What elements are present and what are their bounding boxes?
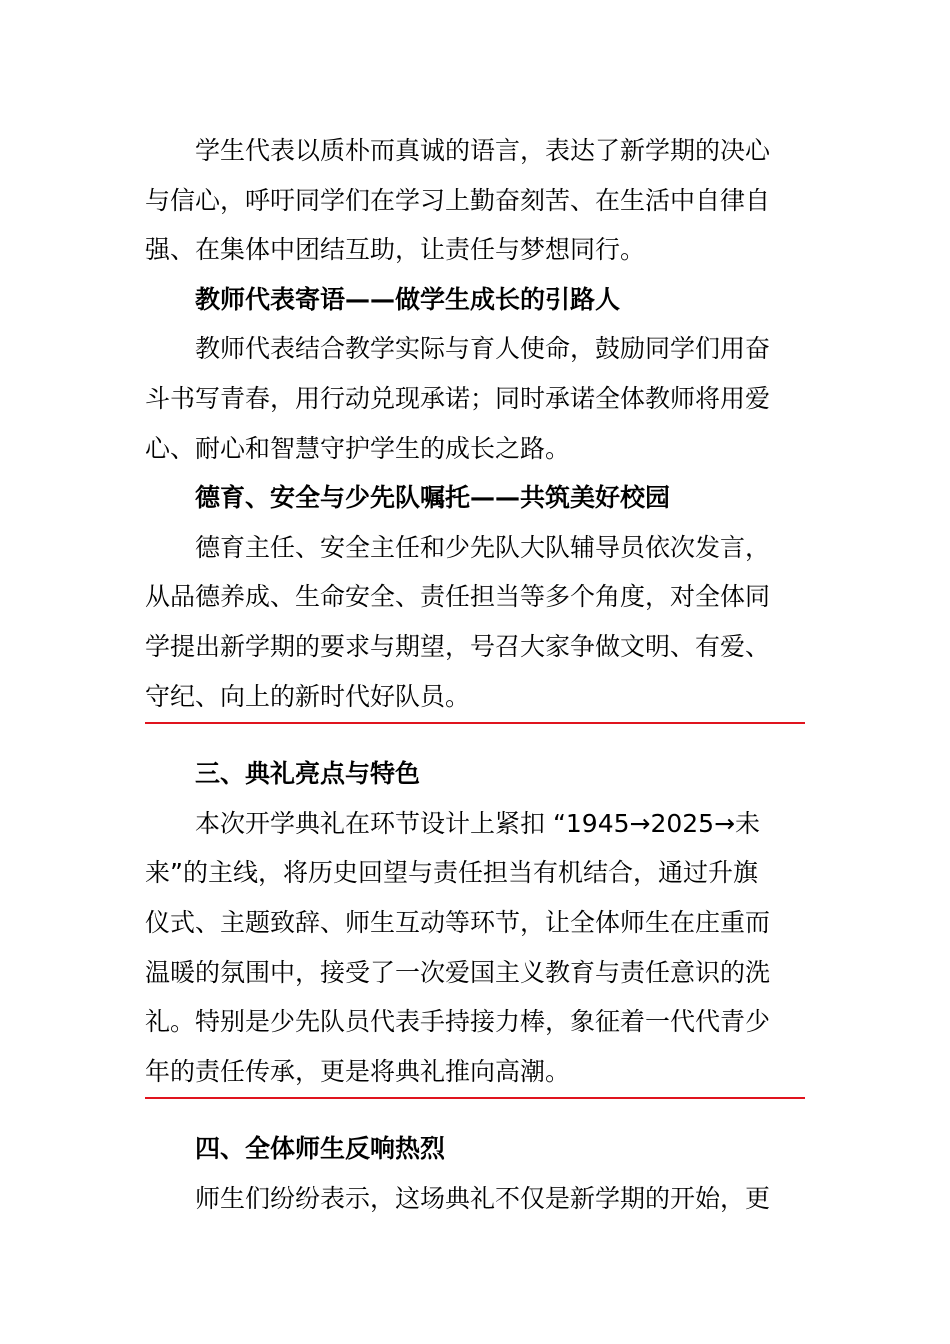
paragraph-line: 本次开学典礼在环节设计上紧扣 “1945→2025→未 [195, 808, 761, 838]
paragraph-line: 斗书写青春，用行动兑现承诺；同时承诺全体教师将用爱 [145, 383, 771, 413]
response-paragraph [145, 1174, 805, 1224]
paragraph-line: 教师代表结合教学实际与育人使命，鼓励同学们用奋 [195, 334, 771, 364]
response-heading: 四、全体师生反响热烈 [195, 1134, 446, 1164]
paragraph-line: 礼。特别是少先队员代表手持接力棒，象征着一代代青少 [145, 1007, 771, 1037]
paragraph-line: 从品德养成、生命安全、责任担当等多个角度，对全体同 [145, 582, 771, 612]
paragraph-line: 学生代表以质朴而真诚的语言，表达了新学期的决心 [195, 136, 771, 165]
paragraph-line: 德育主任、安全主任和少先队大队辅导员依次发言， [195, 532, 771, 562]
paragraph-line: 守纪、向上的新时代好队员。 [145, 681, 471, 711]
paragraph-line: 心、耐心和智慧守护学生的成长之路。 [145, 433, 571, 463]
section-divider [145, 722, 805, 724]
moral-paragraph [145, 523, 805, 721]
student-paragraph [145, 126, 805, 275]
moral-heading: 德育、安全与少先队嘱托——共筑美好校园 [195, 483, 671, 513]
teacher-paragraph [145, 324, 805, 473]
paragraph-line: 温暖的氛围中，接受了一次爱国主义教育与责任意识的洗 [145, 957, 771, 987]
teacher-heading: 教师代表寄语——做学生成长的引路人 [195, 284, 621, 314]
paragraph-line: 学提出新学期的要求与期望，号召大家争做文明、有爱、 [145, 631, 771, 661]
section-divider [145, 1097, 805, 1099]
highlights-heading: 三、典礼亮点与特色 [195, 759, 421, 789]
document-page [145, 126, 805, 1223]
paragraph-line: 师生们纷纷表示，这场典礼不仅是新学期的开始，更 [195, 1183, 771, 1213]
paragraph-line: 强、在集体中团结互助，让责任与梦想同行。 [145, 235, 646, 265]
paragraph-line: 年的责任传承，更是将典礼推向高潮。 [145, 1056, 571, 1086]
paragraph-line: 来”的主线，将历史回望与责任担当有机结合，通过升旗 [145, 858, 758, 888]
paragraph-line: 与信心，呼吁同学们在学习上勤奋刻苦、在生活中自律自 [145, 185, 771, 215]
paragraph-line: 仪式、主题致辞、师生互动等环节，让全体师生在庄重而 [145, 907, 771, 937]
highlights-paragraph [145, 799, 805, 1097]
